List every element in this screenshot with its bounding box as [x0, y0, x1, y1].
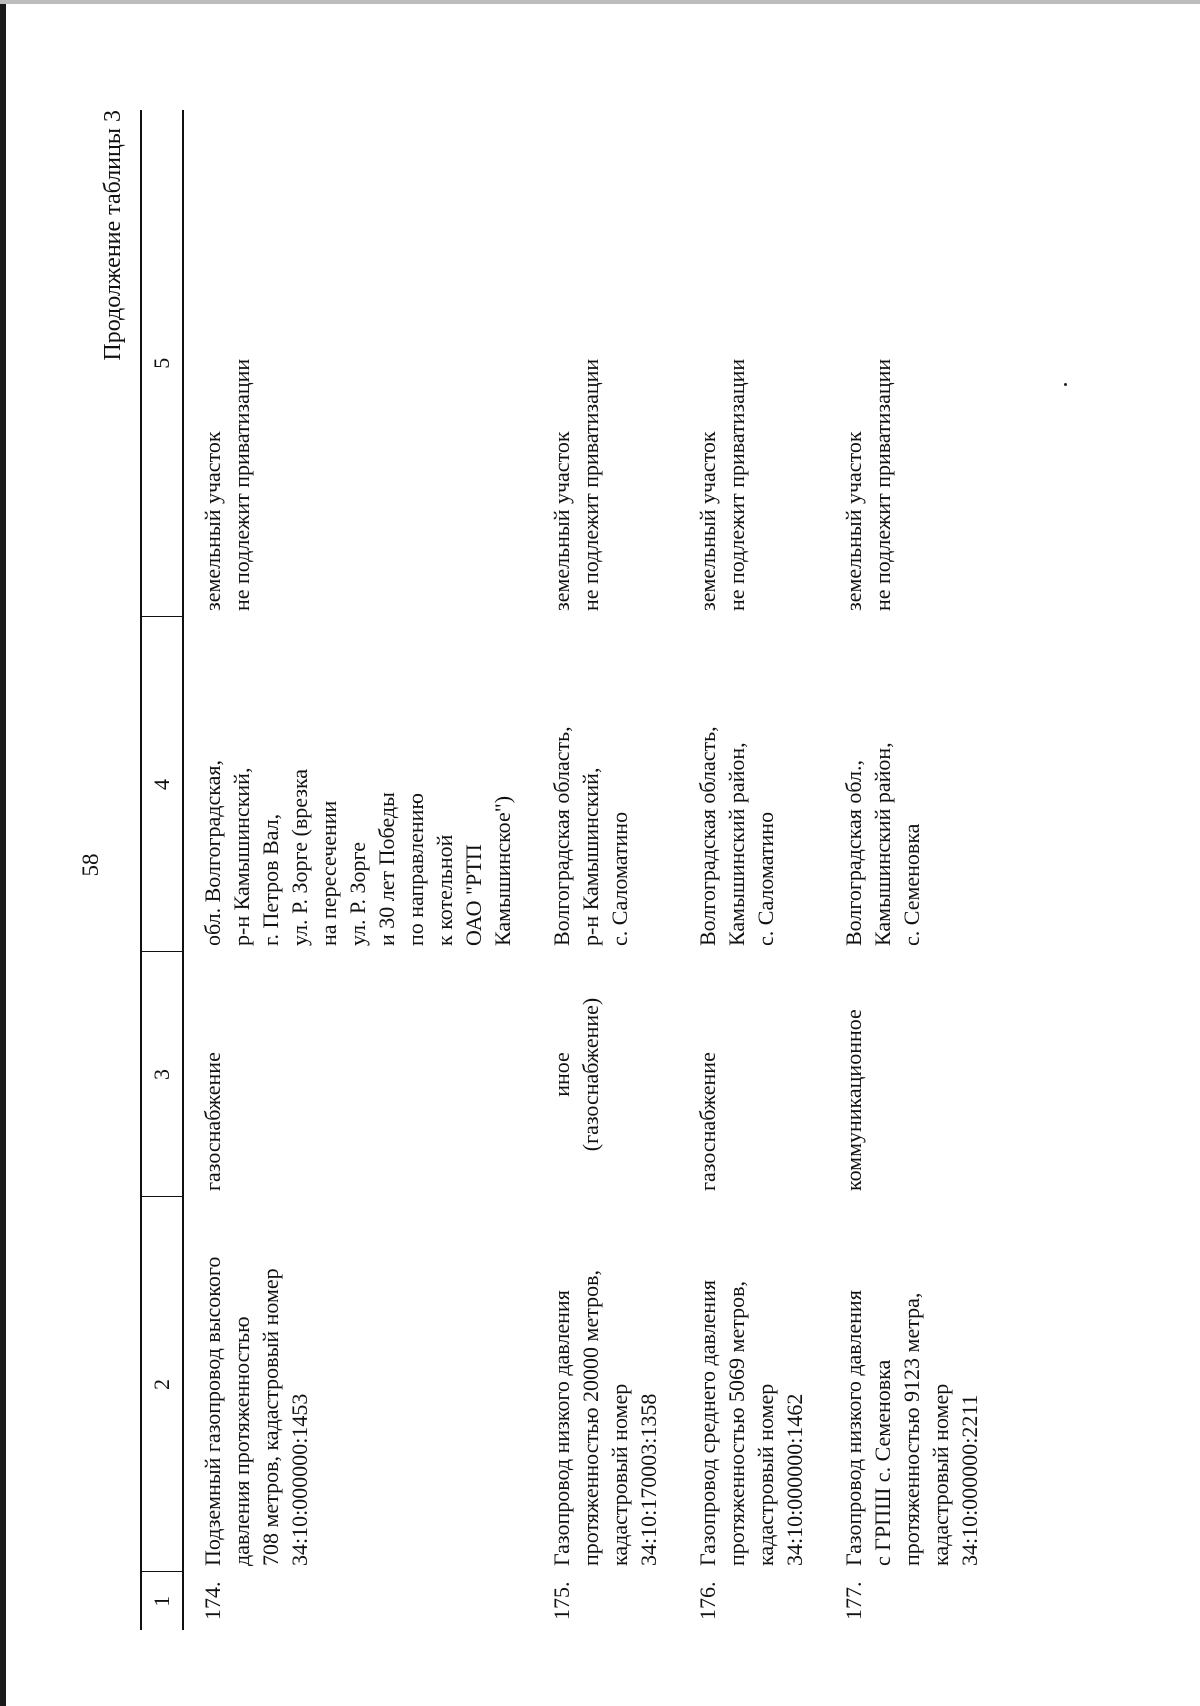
object-address: Волгоградская обл., Камышинский район, с. Семеновка [841, 742, 924, 946]
object-description: Подземный газопровод высокого давления протяженностью 708 метров, кадастровый номер 34:10:000000:1453 [200, 1256, 312, 1566]
object-description: Газопровод низкого давления с ГРПШ с. Семеновка протяженностью 9123 метра, кадастровый номер 34:10:000000:2211 [841, 1290, 982, 1566]
object-purpose: газоснабжение [695, 1052, 720, 1191]
object-purpose: газоснабжение [200, 1052, 225, 1191]
row-number: 177. [841, 1581, 866, 1620]
object-note: земельный участок не подлежит приватизации [695, 358, 749, 611]
scan-top-edge [0, 0, 1200, 4]
object-description: Газопровод низкого давления протяженностью 20000 метров, кадастровый номер 34:10:170003:1358 [549, 1269, 661, 1566]
column-number-row [141, 110, 183, 1630]
row-number: 174. [200, 1581, 225, 1620]
page-number: 58 [78, 853, 103, 877]
object-address: Волгоградская область, Камышинский район, с. Саломатино [695, 726, 778, 946]
object-note: земельный участок не подлежит приватизации [200, 358, 254, 611]
table-row [183, 110, 533, 1630]
object-purpose: коммуникационное [841, 1009, 866, 1191]
object-note: земельный участок не подлежит приватизации [549, 358, 603, 611]
table-caption: Продолжение таблицы 3 [100, 110, 126, 361]
object-description: Газопровод среднего давления протяженностью 5069 метров, кадастровый номер 34:10:000000:1462 [695, 1280, 807, 1566]
column-header-2: 2 [141, 1197, 183, 1572]
row-number: 175. [549, 1581, 574, 1620]
column-header-5: 5 [141, 110, 183, 617]
column-header-3: 3 [141, 952, 183, 1197]
object-note: земельный участок не подлежит приватизации [841, 358, 895, 611]
table-row [679, 110, 825, 1630]
rotated-page [78, 110, 1180, 1630]
object-address: Волгоградская область, р-н Камышинский, с. Саломатино [549, 726, 632, 946]
row-number: 176. [695, 1581, 720, 1620]
table-row [533, 110, 679, 1630]
scan-edge [0, 0, 6, 1706]
property-register-table [140, 110, 1000, 1630]
column-header-1: 1 [141, 1572, 183, 1630]
column-header-4: 4 [141, 617, 183, 952]
table-row [825, 110, 1000, 1630]
object-address: обл. Волгоградская, р-н Камышинский, г. Петров Вал, ул. Р. Зорге (врезка на пересечении ул. Р. Зорге и 30 лет Победы по направлению к котельной ОАО "РТП Камышинское") [200, 760, 515, 946]
object-purpose: иное (газоснабжение) [549, 997, 603, 1152]
